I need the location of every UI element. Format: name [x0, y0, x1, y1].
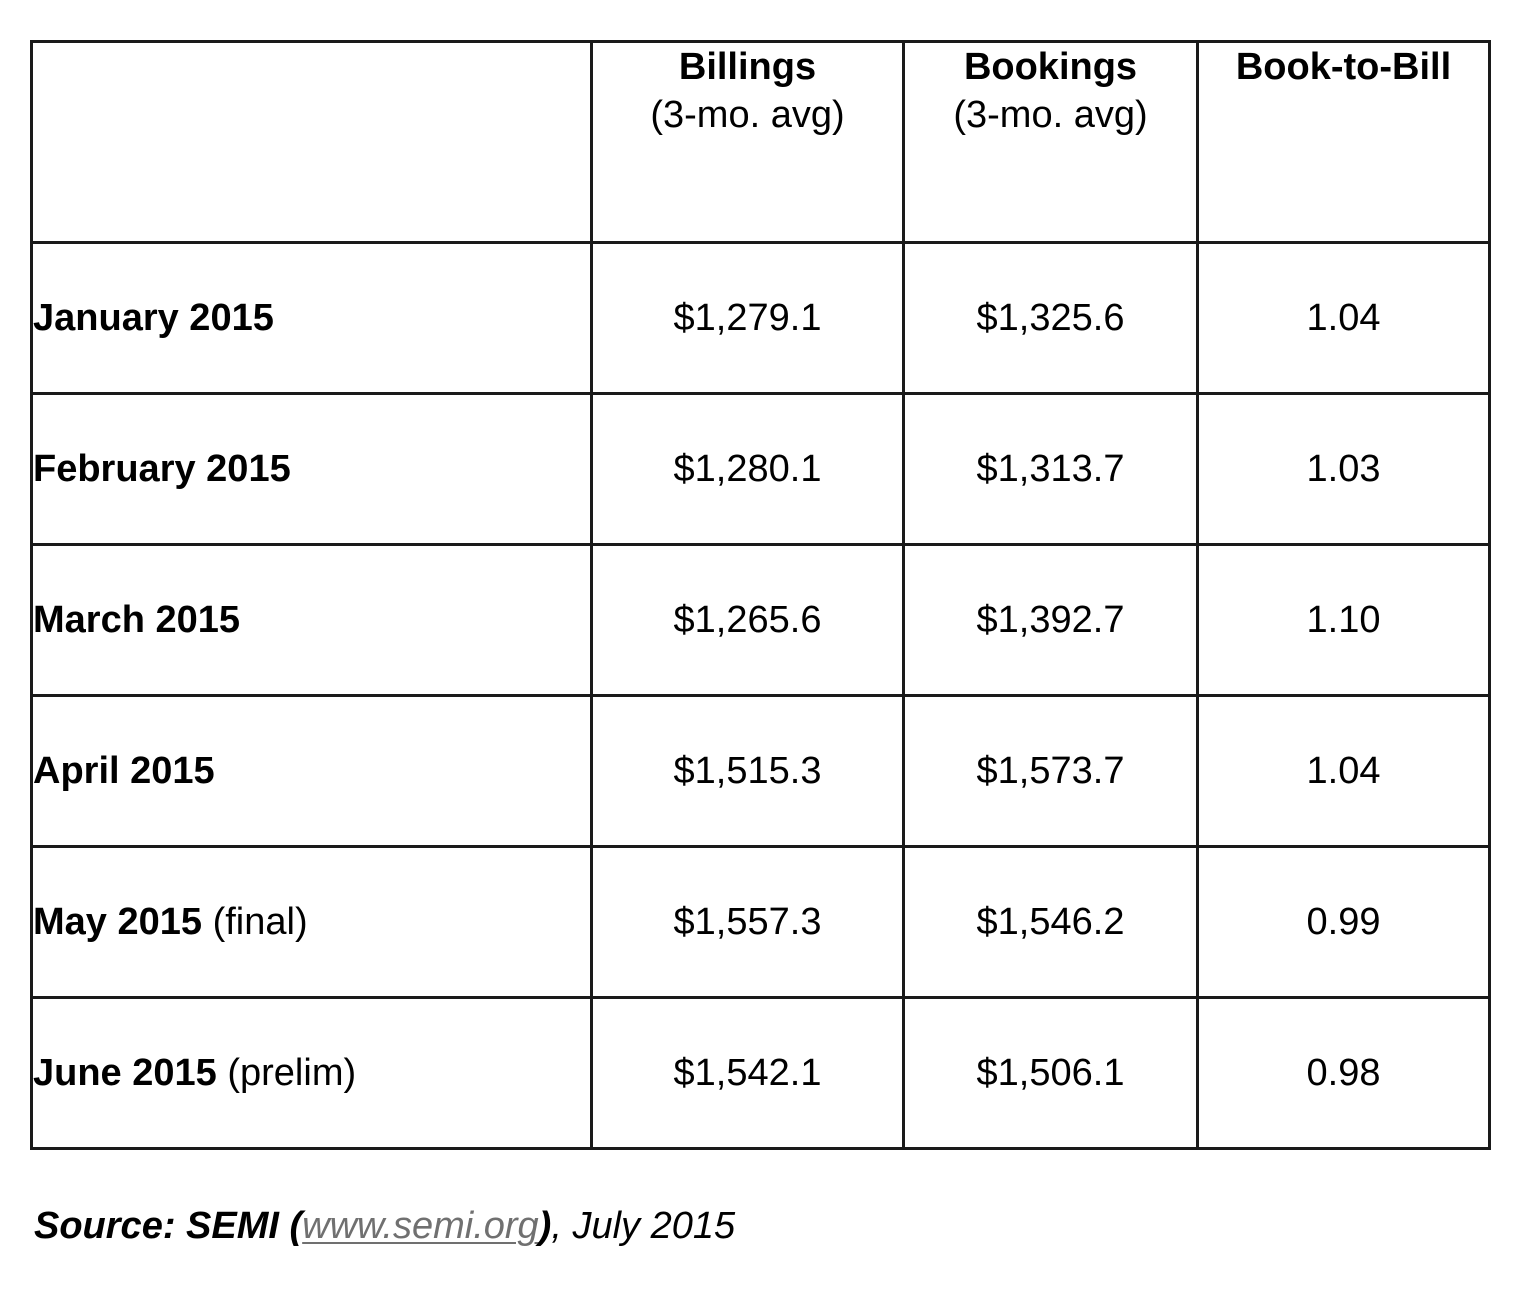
table-row	[32, 394, 1490, 545]
source-open-paren: (	[289, 1205, 303, 1247]
row-label	[32, 545, 592, 696]
row-month: January 2015	[33, 297, 274, 339]
book-to-bill-value: 0.98	[1198, 998, 1490, 1149]
header-bookings	[904, 42, 1198, 243]
bookings-value: $1,325.6	[904, 243, 1198, 394]
table-row	[32, 243, 1490, 394]
header-billings	[592, 42, 904, 243]
row-month: March 2015	[33, 599, 241, 641]
book-to-bill-value: 1.04	[1198, 243, 1490, 394]
source-prefix: Source: SEMI	[34, 1205, 279, 1247]
row-label	[32, 847, 592, 998]
billings-value: $1,542.1	[592, 998, 904, 1149]
source-close-paren: )	[538, 1205, 552, 1247]
bookings-value: $1,506.1	[904, 998, 1198, 1149]
row-month: April 2015	[33, 750, 215, 792]
table-row	[32, 545, 1490, 696]
billings-value: $1,557.3	[592, 847, 904, 998]
source-citation	[34, 1202, 735, 1250]
row-note: (final)	[212, 901, 308, 943]
header-book-to-bill	[1198, 42, 1490, 243]
book-to-bill-value: 1.10	[1198, 545, 1490, 696]
billings-value: $1,279.1	[592, 243, 904, 394]
bookings-value: $1,313.7	[904, 394, 1198, 545]
table-row	[32, 847, 1490, 998]
bookings-value: $1,573.7	[904, 696, 1198, 847]
header-blank-cell	[32, 42, 592, 243]
table-row	[32, 696, 1490, 847]
row-month: May 2015	[33, 901, 203, 943]
row-label	[32, 243, 592, 394]
header-billings-title: Billings	[678, 46, 817, 88]
header-row	[32, 42, 1490, 243]
billings-value: $1,280.1	[592, 394, 904, 545]
header-book-to-bill-title: Book-to-Bill	[1235, 46, 1452, 88]
header-billings-sub: (3-mo. avg)	[650, 94, 845, 136]
row-label	[32, 394, 592, 545]
bookings-value: $1,392.7	[904, 545, 1198, 696]
row-label	[32, 696, 592, 847]
billings-bookings-table	[30, 40, 1491, 1150]
book-to-bill-value: 0.99	[1198, 847, 1490, 998]
book-to-bill-value: 1.04	[1198, 696, 1490, 847]
billings-value: $1,515.3	[592, 696, 904, 847]
billings-value: $1,265.6	[592, 545, 904, 696]
row-month: June 2015	[33, 1052, 217, 1094]
row-month: February 2015	[33, 448, 291, 490]
header-bookings-title: Bookings	[963, 46, 1138, 88]
bookings-value: $1,546.2	[904, 847, 1198, 998]
source-suffix: , July 2015	[551, 1205, 736, 1247]
book-to-bill-value: 1.03	[1198, 394, 1490, 545]
table-row	[32, 998, 1490, 1149]
source-link[interactable]: www.semi.org	[302, 1205, 539, 1247]
row-note: (prelim)	[227, 1052, 357, 1094]
row-label	[32, 998, 592, 1149]
header-bookings-sub: (3-mo. avg)	[953, 94, 1148, 136]
